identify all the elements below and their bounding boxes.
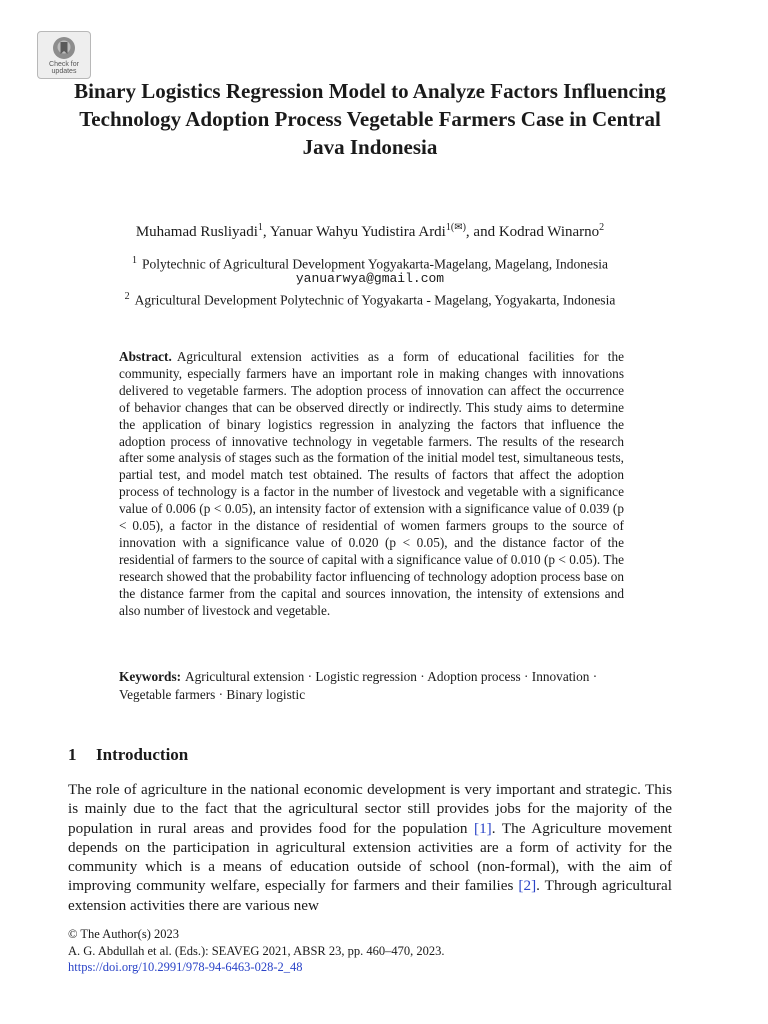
abstract-label: Abstract. (119, 349, 172, 364)
page-footer (68, 926, 445, 976)
citation-line: A. G. Abdullah et al. (Eds.): SEAVEG 2021, ABSR 23, pp. 460–470, 2023. (68, 943, 445, 958)
keywords (119, 668, 624, 703)
affiliation-1: $^1$ Polytechnic of Agricultural Development Yogyakarta-Magelang, Magelang, Indonesia (131, 255, 608, 272)
copyright-line: © The Author(s) 2023 (68, 927, 179, 941)
bookmark-icon (52, 36, 76, 60)
section-number: 1 (68, 745, 77, 764)
author-name: Kodrad Winarno (498, 224, 600, 240)
author-line: Muhamad Rusliyadi$^1$, Yanuar Wahyu Yudistira Ardi$^{1(✉)}$, and Kodrad Winarno$^2$ (135, 222, 605, 240)
author-affiliation-mark: 1(✉) (445, 222, 466, 233)
section-heading (68, 744, 188, 766)
doi-link[interactable]: https://doi.org/10.2991/978-94-6463-028-2_48 (68, 960, 303, 974)
introduction-paragraph: The role of agriculture in the national economic development is very important and strategic. This is mainly due to the fact that the agricultural sector still provides jobs for the majority of the population in rural areas and provides food for the population [1]. The Agriculture movement depends on the participation in agricultural extension activities are a form of activity for the community which is a means of education outside of school (non-formal), with the aim of improving community welfare, especially for farmers and their families [2]. Through agricultural extension activities there are various new (68, 781, 672, 914)
abstract-text: Agricultural extension activities as a form of educational facilities for the community, especially farmers have an important role in making changes with innovations delivered to vegetable farmers. The adoption process of innovation can affect the occurrence of behavior changes that can be observed directly or indirectly. This study aims to determine the application of binary logistics regression in analyzing the factors that influence the adoption process of innovative technology in vegetable farmers. The results of the research after some analysis of stages such as the formation of the initial model test, simultaneous tests, partial test, and model match test obtained. The results of factors that affect the adoption process of technology is a factor in the number of livestock and vegetable with a significance value of 0.006 (p < 0.05), an intensity factor of extension with a significance value of 0.039 (p < 0.05), a factor in the distance of residential of women farmers groups to the source of innovation with a significance value of 0.020 (p < 0.05), and the distance factor of the residential of farmers to the source of capital with a significance value of 0.010 (p < 0.05). The research showed that the probability factor influencing of technology adoption process base on the distance farmer from the capital and sources innovation, the intensity of extensions and also number of livestock and vegetable. (119, 349, 624, 618)
author-affiliation-mark: 2 (599, 222, 605, 233)
badge-label: Check for updates (49, 61, 79, 75)
author-name: Yanuar Wahyu Yudistira Ardi (269, 224, 446, 240)
author-affiliation-mark: 1 (257, 222, 263, 233)
check-for-updates-badge[interactable] (37, 31, 91, 79)
keywords-label: Keywords: (119, 669, 182, 684)
author-name: Muhamad Rusliyadi (135, 224, 258, 240)
paper-title: Binary Logistics Regression Model to Analyze Factors Influencing Technology Adoption Process Vegetable Farmers Case in Central Java Indonesia (74, 79, 666, 159)
citation-link[interactable]: [2] (518, 877, 537, 895)
abstract (119, 349, 624, 620)
keywords-text: Agricultural extension · Logistic regression · Adoption process · Innovation · Vegetable farmers · Binary logistic (119, 669, 598, 702)
affiliation-2: $^2$ Agricultural Development Polytechnic of Yogyakarta - Magelang, Yogyakarta, Indonesia (124, 291, 616, 308)
section-title: Introduction (96, 745, 189, 764)
author-email[interactable]: yanuarwya@gmail.com (295, 271, 445, 286)
citation-link[interactable]: [1] (474, 819, 492, 837)
